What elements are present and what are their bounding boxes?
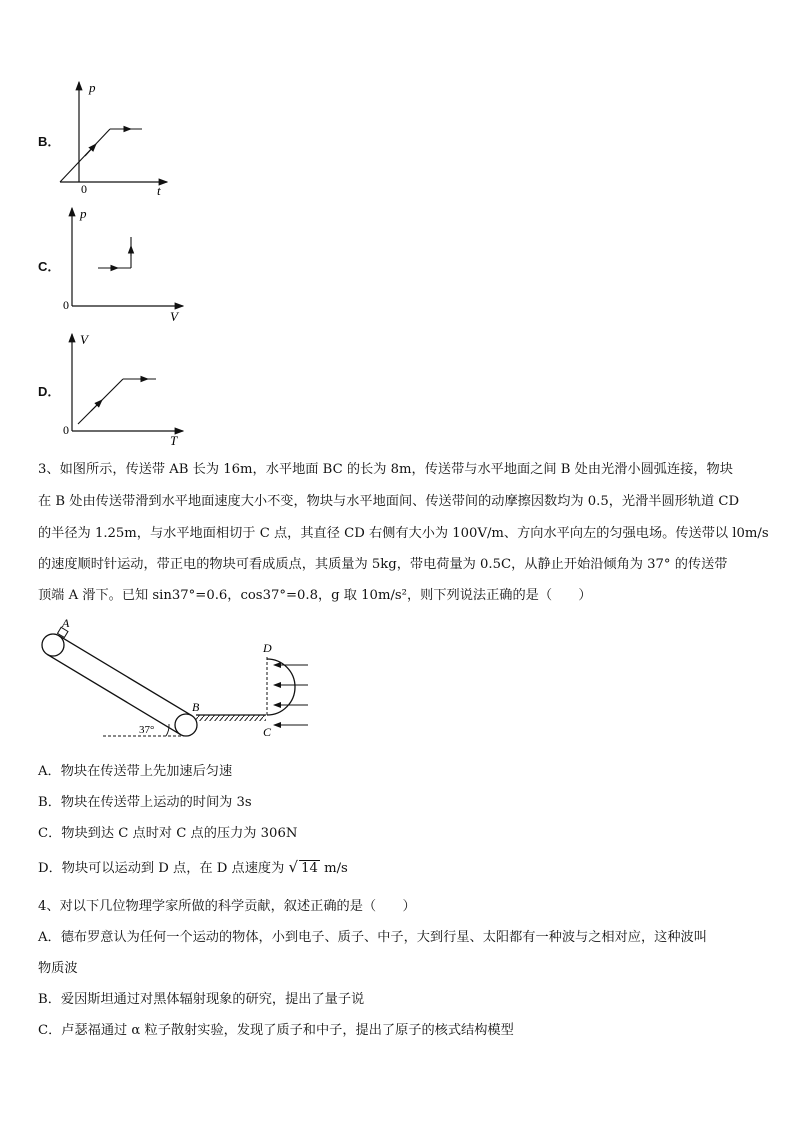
q4-option-a-line-2: 物质波 bbox=[38, 961, 78, 976]
q3-option-a: A．物块在传送带上先加速后匀速 bbox=[38, 764, 233, 779]
belt-upper bbox=[59, 636, 192, 716]
y-axis-label: p bbox=[80, 206, 87, 221]
q4-option-c: C．卢瑟福通过 α 粒子散射实验，发现了质子和中子，提出了原子的核式结构模型 bbox=[38, 1023, 514, 1038]
direction-arrow bbox=[85, 144, 96, 156]
origin-label: 0 bbox=[81, 182, 87, 196]
conveyor-figure bbox=[38, 615, 328, 745]
q3-stem-line-1: 3、如图所示，传送带 AB 长为 16m，水平地面 BC 的长为 8m，传送带与水平地面之间 B 处由光滑小圆弧连接，物块 bbox=[38, 462, 733, 477]
q3-stem-line-4: 的速度顺时针运动，带正电的物块可看成质点，其质量为 5kg，带电荷量为 0.5C，从静止开始沿倾角为 37° 的传送带 bbox=[38, 557, 728, 572]
q4-stem: 4、对以下几位物理学家所做的科学贡献，叙述正确的是（ ） bbox=[38, 899, 416, 914]
q3-stem-line-3: 的半径为 1.25m，与水平地面相切于 C 点，其直径 CD 右侧有大小为 100V/m、方向水平向左的匀强电场。传送带以 l0m/s bbox=[38, 526, 769, 541]
origin-label: 0 bbox=[63, 298, 69, 312]
ground-hatch bbox=[196, 715, 266, 721]
label-b: B bbox=[192, 700, 200, 714]
x-axis-label: V bbox=[170, 309, 178, 324]
direction-arrow bbox=[91, 400, 102, 411]
x-axis-label: T bbox=[170, 433, 178, 448]
label-a: A bbox=[62, 616, 70, 630]
q3-option-d-text: D．物块可以运动到 D 点，在 D 点速度为 bbox=[38, 861, 285, 876]
y-axis-label: V bbox=[80, 332, 88, 347]
sqrt-radicand: 14 bbox=[301, 861, 318, 876]
graph-d-vt bbox=[58, 330, 188, 448]
q3-option-d bbox=[38, 857, 348, 876]
q3-option-b: B．物块在传送带上运动的时间为 3s bbox=[38, 795, 252, 810]
sqrt-sign: √ bbox=[288, 858, 299, 876]
belt-lower bbox=[47, 654, 180, 734]
q4-option-a-line-1: A．德布罗意认为任何一个运动的物体，小到电子、质子、中子，大到行星、太阳都有一种波与之相对应，这种波叫 bbox=[38, 930, 707, 945]
q3-stem-line-2: 在 B 处由传送带滑到水平地面速度大小不变，物块与水平地面间、传送带间的动摩擦因数均为 0.5，光滑半圆形轨道 CD bbox=[38, 494, 740, 509]
q3-option-d-unit: m/s bbox=[324, 861, 348, 876]
q3-option-c: C．物块到达 C 点时对 C 点的压力为 306N bbox=[38, 826, 298, 841]
graph-b-pt bbox=[55, 76, 175, 198]
semicircle-track bbox=[267, 659, 295, 715]
label-d: D bbox=[263, 641, 272, 655]
angle-label: 37° bbox=[139, 724, 155, 736]
y-axis-label: p bbox=[89, 80, 96, 95]
q4-option-b: B．爱因斯坦通过对黑体辐射现象的研究，提出了量子说 bbox=[38, 992, 365, 1007]
option-c-label: C． bbox=[38, 259, 61, 274]
option-b-label: B． bbox=[38, 134, 61, 149]
origin-label: 0 bbox=[63, 423, 69, 437]
label-c: C bbox=[263, 725, 272, 739]
graph-c-pv bbox=[58, 204, 188, 324]
option-d-label: D． bbox=[38, 384, 61, 399]
q3-stem-line-5: 顶端 A 滑下。已知 sin37°=0.6，cos37°=0.8，g 取 10m/s²，则下列说法正确的是（ ） bbox=[38, 588, 592, 603]
x-axis-label: t bbox=[157, 183, 161, 198]
